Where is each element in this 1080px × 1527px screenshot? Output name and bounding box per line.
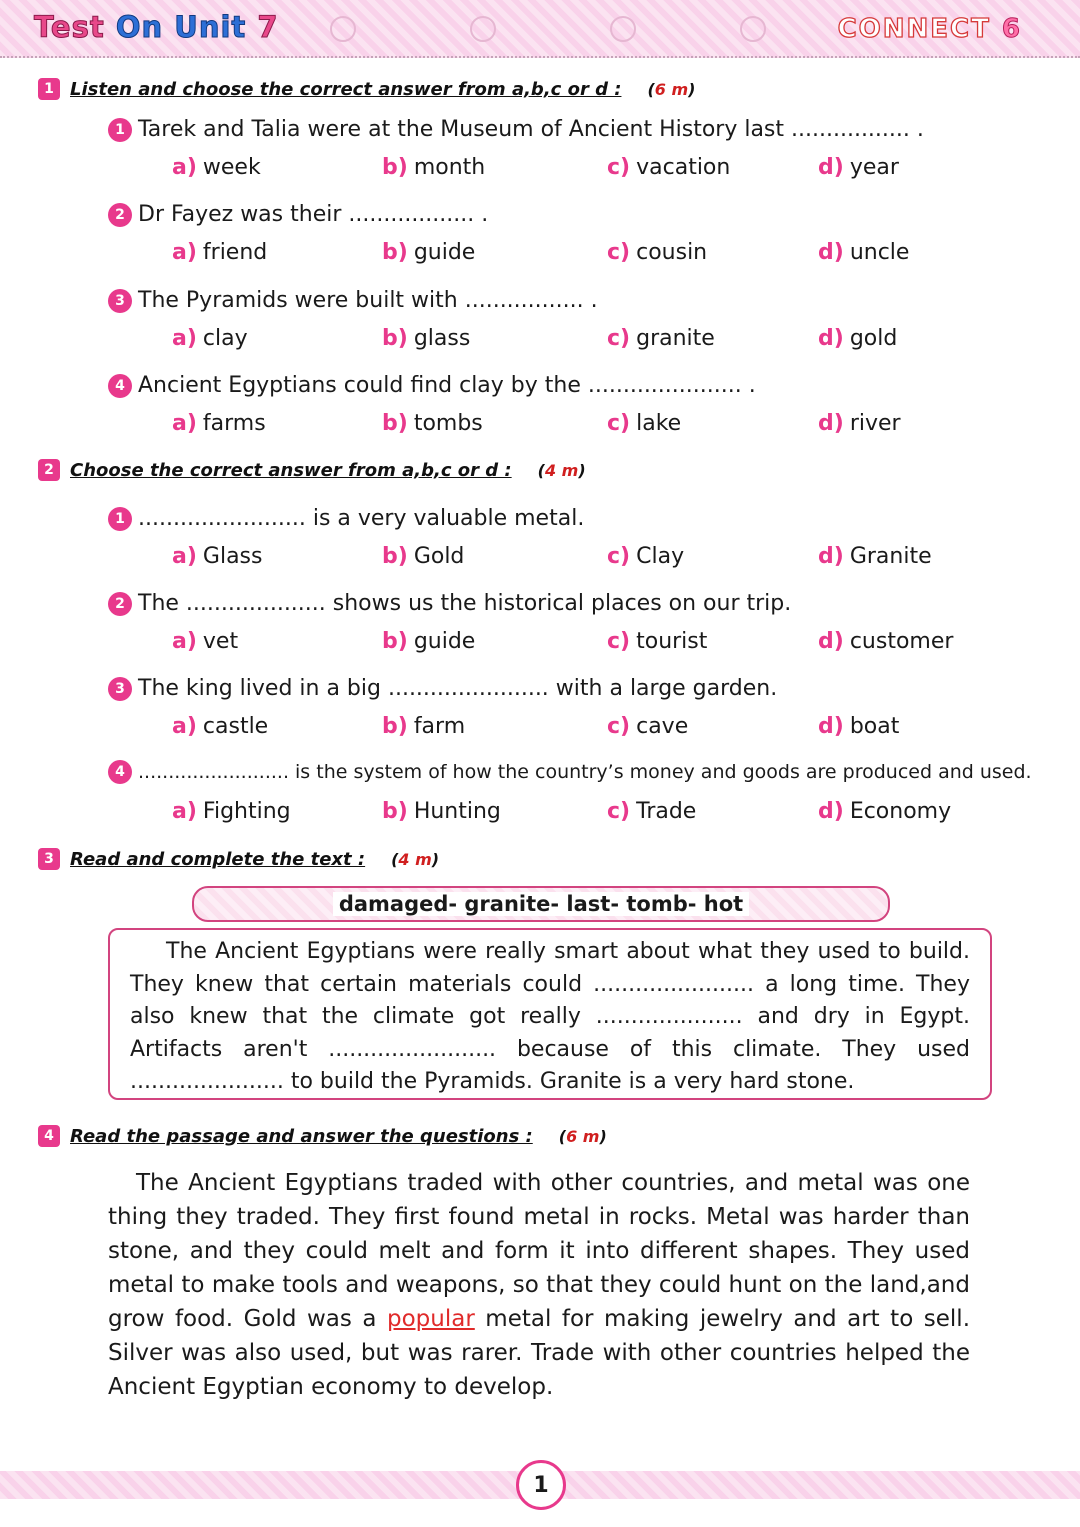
- question-number-badge: 2: [108, 203, 132, 227]
- section-4-header: [38, 1125, 607, 1147]
- option-letter: b): [382, 155, 408, 180]
- option-letter: c): [607, 240, 631, 265]
- header-divider: [0, 56, 1080, 58]
- section-number-badge: 2: [38, 459, 60, 481]
- option-text: Gold: [413, 544, 465, 569]
- option-text: farm: [413, 714, 466, 739]
- option-letter: d): [818, 799, 844, 824]
- option-letter: c): [607, 155, 631, 180]
- question-number-badge: 1: [108, 507, 132, 531]
- option-text: farms: [202, 411, 266, 436]
- option-letter: a): [172, 411, 197, 436]
- section-marks: (6 m): [647, 79, 696, 99]
- question-text: Dr Fayez was their .................. .: [138, 202, 489, 227]
- question: [108, 591, 791, 616]
- reading-passage: [108, 1166, 970, 1404]
- option-letter: b): [382, 326, 408, 351]
- option-text: Glass: [202, 544, 263, 569]
- passage-text: metal for making jewelry and art to sell. Silver was also used, but was rarer. Trade with other countries helped the Ancient Egyptian economy to develop.: [108, 1306, 970, 1400]
- option-text: vacation: [636, 155, 731, 180]
- title-word-unit: Unit: [174, 10, 247, 44]
- question: [108, 676, 777, 701]
- question-text: The Pyramids were built with ................. .: [138, 288, 598, 313]
- series-title: [838, 14, 1022, 44]
- option-a[interactable]: [172, 714, 268, 739]
- option-letter: a): [172, 714, 197, 739]
- option-text: Clay: [636, 544, 685, 569]
- option-letter: c): [607, 326, 631, 351]
- question-number-badge: 4: [108, 374, 132, 398]
- question-text: Tarek and Talia were at the Museum of Ancient History last ................. .: [138, 117, 924, 142]
- option-text: friend: [202, 240, 268, 265]
- title-unit-number: 7: [257, 10, 279, 44]
- option-a[interactable]: [172, 326, 248, 351]
- option-text: cave: [636, 714, 689, 739]
- option-text: lake: [636, 411, 682, 436]
- section-heading: Listen and choose the correct answer from a,b,c or d :: [70, 78, 622, 100]
- option-text: Granite: [849, 544, 932, 569]
- option-letter: d): [818, 326, 844, 351]
- section-number-badge: 3: [38, 848, 60, 870]
- question-text: Ancient Egyptians could find clay by the ...................... .: [138, 373, 756, 398]
- option-a[interactable]: [172, 155, 261, 180]
- option-d[interactable]: [818, 411, 901, 436]
- option-text: guide: [413, 240, 476, 265]
- question-number-badge: 3: [108, 289, 132, 313]
- option-letter: a): [172, 799, 197, 824]
- section-marks: (4 m): [391, 849, 440, 869]
- option-c[interactable]: [607, 240, 707, 265]
- option-text: Fighting: [202, 799, 291, 824]
- marks-value: 4 m: [398, 849, 432, 869]
- question-text: The king lived in a big ....................... with a large garden.: [138, 676, 778, 701]
- question: [108, 288, 598, 313]
- option-text: granite: [636, 326, 715, 351]
- option-letter: a): [172, 155, 197, 180]
- option-a[interactable]: [172, 411, 266, 436]
- option-b[interactable]: [382, 714, 465, 739]
- question: [108, 506, 584, 531]
- option-text: tourist: [636, 629, 708, 654]
- option-text: clay: [202, 326, 248, 351]
- option-text: week: [202, 155, 261, 180]
- option-d[interactable]: [818, 629, 953, 654]
- option-letter: c): [607, 544, 631, 569]
- option-text: Economy: [849, 799, 952, 824]
- option-text: customer: [849, 629, 954, 654]
- option-d[interactable]: [818, 240, 909, 265]
- option-text: Trade: [636, 799, 697, 824]
- marks-value: 6 m: [566, 1126, 600, 1146]
- section-2-header: [38, 459, 586, 481]
- option-text: vet: [202, 629, 239, 654]
- option-letter: c): [607, 411, 631, 436]
- title-word-test: Test: [34, 10, 105, 44]
- decor-circle-icon: [740, 16, 766, 42]
- option-letter: a): [172, 629, 197, 654]
- complete-text: The Ancient Egyptians were really smart about what they used to build. They knew that certain materials could ....................... a long time. They also knew that the climate got really ..................... and dry in Egypt. Artifacts aren't ........................ because of this climate. They used ...................... to build the Pyramids. Granite is a very hard stone.: [130, 939, 970, 1094]
- option-letter: b): [382, 799, 408, 824]
- word-bank-text: damaged- granite- last- tomb- hot: [333, 892, 749, 916]
- option-c[interactable]: [607, 155, 730, 180]
- section-heading: Read and complete the text :: [70, 848, 366, 870]
- question-text: ........................ is a very valuable metal.: [138, 506, 585, 531]
- header-banner: [0, 0, 1080, 58]
- option-letter: d): [818, 544, 844, 569]
- option-b[interactable]: [382, 544, 464, 569]
- decor-circle-icon: [610, 16, 636, 42]
- passage-text: The Ancient Egyptians traded with other countries, and metal was one thing they traded. They first found metal in rocks. Metal was harder than stone, and they could melt and form it into different shapes. They used metal to make tools and weapons, so that they could hunt on the land,and grow food. Gold was a: [108, 1170, 970, 1332]
- option-letter: d): [818, 714, 844, 739]
- option-text: castle: [202, 714, 269, 739]
- question-number-badge: 1: [108, 118, 132, 142]
- marks-value: 6 m: [654, 79, 689, 99]
- option-text: month: [413, 155, 486, 180]
- option-c[interactable]: [607, 799, 696, 824]
- option-d[interactable]: [818, 799, 951, 824]
- option-a[interactable]: [172, 240, 267, 265]
- option-letter: c): [607, 799, 631, 824]
- question: [108, 117, 924, 142]
- option-d[interactable]: [818, 155, 899, 180]
- option-letter: b): [382, 629, 408, 654]
- question: [108, 373, 756, 398]
- option-b[interactable]: [382, 629, 475, 654]
- series-number: 6: [1001, 14, 1022, 44]
- section-3-header: [38, 848, 439, 870]
- page-number: 1: [516, 1460, 566, 1510]
- question-number-badge: 3: [108, 677, 132, 701]
- section-marks: (6 m): [558, 1126, 607, 1146]
- option-letter: d): [818, 155, 844, 180]
- section-number-badge: 1: [38, 78, 60, 100]
- option-letter: c): [607, 629, 631, 654]
- option-c[interactable]: [607, 629, 707, 654]
- question: [108, 202, 488, 227]
- option-d[interactable]: [818, 544, 932, 569]
- option-letter: c): [607, 714, 631, 739]
- question-text: ......................... is the system of how the country’s money and goods are produced and used.: [138, 761, 1032, 783]
- option-b[interactable]: [382, 240, 475, 265]
- option-text: uncle: [849, 240, 910, 265]
- option-letter: b): [382, 411, 408, 436]
- option-d[interactable]: [818, 714, 899, 739]
- section-marks: (4 m): [537, 460, 586, 480]
- option-a[interactable]: [172, 629, 238, 654]
- option-letter: b): [382, 714, 408, 739]
- option-text: tombs: [413, 411, 483, 436]
- complete-text-box: [108, 928, 992, 1100]
- option-b[interactable]: [382, 155, 485, 180]
- option-text: Hunting: [413, 799, 501, 824]
- word-bank: [192, 886, 890, 922]
- marks-value: 4 m: [544, 460, 579, 480]
- option-c[interactable]: [607, 411, 681, 436]
- option-letter: b): [382, 240, 408, 265]
- question-number-badge: 4: [108, 760, 132, 784]
- option-letter: a): [172, 240, 197, 265]
- option-c[interactable]: [607, 544, 684, 569]
- option-letter: d): [818, 240, 844, 265]
- option-text: guide: [413, 629, 476, 654]
- option-b[interactable]: [382, 799, 501, 824]
- option-text: glass: [413, 326, 471, 351]
- test-title: [34, 10, 279, 44]
- option-c[interactable]: [607, 326, 715, 351]
- section-heading: Choose the correct answer from a,b,c or d :: [70, 459, 512, 481]
- question: [108, 760, 1032, 784]
- section-number-badge: 4: [38, 1125, 60, 1147]
- series-name: CONNECT: [837, 14, 991, 44]
- title-word-on: On: [115, 10, 164, 44]
- option-text: cousin: [636, 240, 708, 265]
- decor-circle-icon: [330, 16, 356, 42]
- question-text: The .................... shows us the historical places on our trip.: [138, 591, 792, 616]
- option-letter: a): [172, 326, 197, 351]
- option-a[interactable]: [172, 544, 262, 569]
- option-text: gold: [849, 326, 898, 351]
- option-d[interactable]: [818, 326, 897, 351]
- section-1-header: [38, 78, 695, 100]
- option-b[interactable]: [382, 411, 483, 436]
- option-letter: b): [382, 544, 408, 569]
- option-text: river: [849, 411, 901, 436]
- option-text: boat: [849, 714, 900, 739]
- option-a[interactable]: [172, 799, 291, 824]
- question-number-badge: 2: [108, 592, 132, 616]
- option-letter: d): [818, 411, 844, 436]
- decor-circle-icon: [470, 16, 496, 42]
- option-letter: d): [818, 629, 844, 654]
- option-letter: a): [172, 544, 197, 569]
- option-text: year: [849, 155, 899, 180]
- section-heading: Read the passage and answer the questions :: [70, 1125, 533, 1147]
- highlighted-word: popular: [386, 1306, 475, 1332]
- option-b[interactable]: [382, 326, 470, 351]
- option-c[interactable]: [607, 714, 688, 739]
